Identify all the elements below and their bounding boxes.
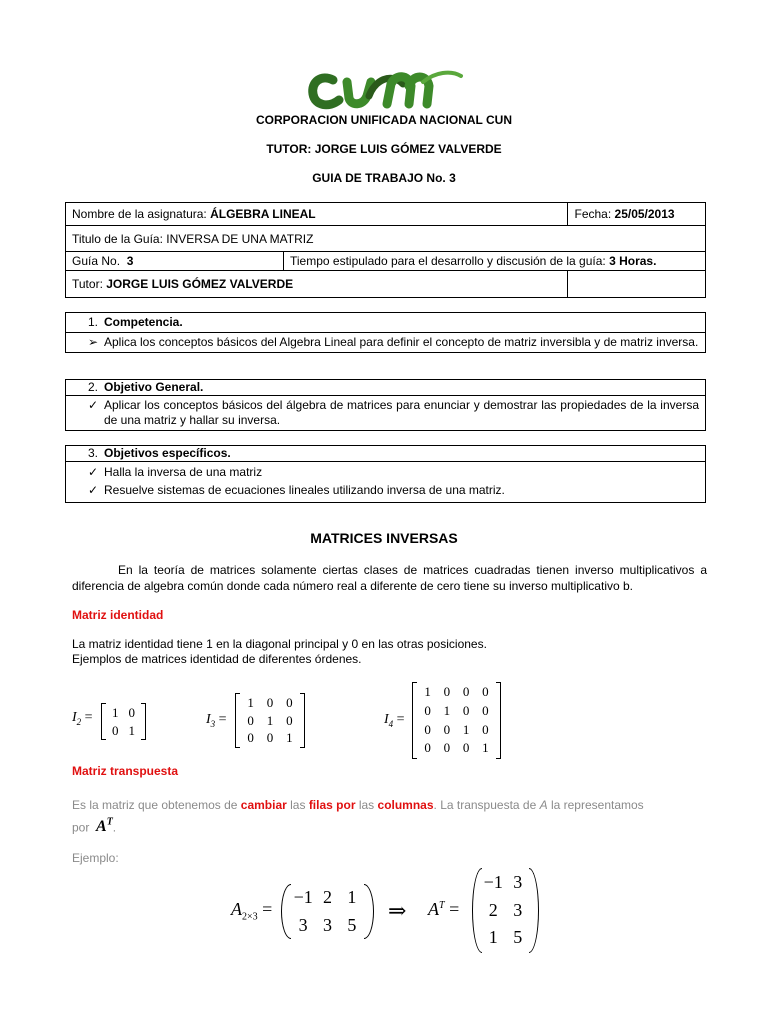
matrix-entry: 0 [443,721,451,737]
transpose-text-2: las [286,798,309,812]
i4-subscript: 4 [388,718,394,729]
matrix-entry: 3 [322,914,332,935]
transpose-text-6: por [72,820,90,835]
a-label: $A_{2\times 3}$ = [231,899,273,923]
competencia-box [65,312,706,353]
check-icon: ✓ [87,398,98,412]
guide-no-value: 3 [126,254,134,268]
date-label: Fecha: [574,207,615,221]
objetivo-general-box [65,379,706,431]
transpose-text-5: la representamos [547,798,644,812]
i2-matrix [101,703,146,740]
a-subscript: 2×3 [242,911,258,923]
matrix-entry: 1 [424,684,431,699]
transpose-text-1: Es la matriz que obtenemos de [72,798,241,812]
objetivos-especificos-number: 3. [87,446,98,460]
objetivo-general-title: Objetivo General. [104,380,204,394]
implies-arrow-icon: ⇒ [388,898,407,923]
transpose-text-3: las [355,798,378,812]
check-icon: ✓ [87,483,98,497]
matrix-entry: 0 [266,695,274,710]
a-matrix [281,884,374,939]
matrix-entry: 1 [128,722,135,738]
i2-subscript: 2 [76,716,82,727]
cun-logo [305,62,465,112]
transpose-heading: Matriz transpuesta [72,764,179,778]
identity-line-2: Ejemplos de matrices identidad de diferentes órdenes. [72,652,362,666]
matrix-entry: 2 [322,887,332,907]
matrix-entry: 0 [286,712,293,728]
guide-title: GUIA DE TRABAJO No. 3 [312,171,456,185]
at-matrix [472,868,539,953]
matrix-entry: 0 [424,740,431,756]
objetivos-especificos-list [66,462,705,502]
matrix-entry: 1 [286,730,293,746]
matrix-entry: 0 [482,684,489,699]
matrix-entry: 3 [298,914,308,935]
identity-heading: Matriz identidad [72,608,164,622]
guide-info-table [65,202,706,298]
i2-symbol: I [72,710,77,725]
matrix-entry: 2 [488,899,498,920]
matrix-entry: 1 [488,927,498,948]
intro-paragraph: En la teoría de matrices solamente ciertas clases de matrices cuadradas tienen inverso multiplicativos a diferencia de algebra común donde cada número real a diferente de cero tiene su inverso multiplicativo b. [72,563,707,593]
objetivo-general-number: 2. [87,380,98,394]
i3-label: $I_3$ = [206,712,227,729]
objetivo-especifico-text: Resuelve sistemas de ecuaciones lineales utilizando inversa de una matriz. [104,483,505,497]
at-label-superscript: T [439,900,445,911]
competencia-text: Aplica los conceptos básicos del Algebra Lineal para definir el concepto de matriz inversibla y de matriz inversa. [104,335,699,349]
i4-label: $I_4$ = [384,712,405,729]
date-cell [568,203,706,226]
tutor-heading: TUTOR: JORGE LUIS GÓMEZ VALVERDE [266,142,502,156]
identity-line-1: La matriz identidad tiene 1 en la diagonal principal y 0 en las otras posiciones. [72,637,487,651]
list-item [66,481,705,499]
matrix-entry: 1 [266,712,274,728]
matrix-entry: −1 [293,887,313,907]
objetivo-especifico-text: Halla la inversa de una matriz [104,465,263,479]
i3-symbol: I [206,712,211,727]
matrix-entry: 0 [482,702,489,718]
matrix-entry: 0 [247,730,254,746]
i3-matrix [235,693,305,748]
matrix-entry: 1 [462,721,470,737]
matrix-entry: 0 [128,705,135,720]
highlight-filas: filas por [308,798,356,812]
transpose-text-4: . La transpuesta de [433,798,540,812]
time-cell [284,252,706,271]
matrix-entry: 3 [513,872,523,892]
objetivos-especificos-title: Objetivos específicos. [104,446,231,460]
matrix-entry: 0 [482,721,489,737]
transpose-definition [72,797,712,836]
identity-text [72,637,487,667]
matrix-entry: 0 [462,740,470,756]
matrix-entry: 0 [443,740,451,756]
title-value: INVERSA DE UNA MATRIZ [166,231,314,246]
competencia-number: 1. [87,315,98,329]
at-label: $A^T$ = [428,899,460,919]
tutor-cell [66,271,568,298]
matrix-entry: 1 [347,887,357,907]
competencia-title: Competencia. [104,315,183,329]
tutor-value: JORGE LUIS GÓMEZ VALVERDE [106,277,294,291]
matrix-entry: 0 [424,721,431,737]
competencia-item [66,333,705,352]
guide-no-cell [66,252,284,271]
cun-logo-graphic [305,62,465,112]
matrix-entry: 0 [443,684,451,699]
empty-cell [568,271,706,298]
highlight-columnas: columnas [377,798,434,812]
date-value: 25/05/2013 [614,207,675,221]
matrix-entry: 0 [247,712,254,728]
arrow-bullet-icon: ➢ [87,335,98,349]
time-label: Tiempo estipulado para el desarrollo y discusión de la guía: [290,254,610,268]
matrix-entry: 5 [513,927,523,948]
objetivos-especificos-box [65,445,706,503]
matrix-entry: 0 [462,702,470,718]
matrix-entry: 1 [247,695,254,710]
i2-label: $I_2$ = [72,710,93,727]
matrix-entry: 0 [112,722,119,738]
title-cell [66,226,706,252]
list-item [66,463,705,481]
matrix-entry: 1 [443,702,451,718]
i3-subscript: 3 [210,718,216,729]
time-value: 3 Horas. [609,254,657,268]
section-title: MATRICES INVERSAS [310,530,458,546]
title-label: Titulo de la Guía: [72,231,167,246]
transpose-notation [96,818,113,835]
transpose-text-7: . [112,820,117,835]
check-icon: ✓ [87,465,98,479]
objetivo-general-text: Aplicar los conceptos básicos del álgebra de matrices para enunciar y demostrar las propiedades de la inversa de una matriz y hallar su inversa. [104,398,699,427]
objetivo-general-heading [66,380,705,396]
matrix-entry: 1 [112,705,119,720]
subject-value: ÁLGEBRA LINEAL [210,207,316,221]
matrix-entry: 3 [513,899,523,920]
objetivos-especificos-heading [66,446,705,462]
a-symbol: A [231,899,242,919]
guide-no-label: Guía No. [72,254,121,268]
subject-label: Nombre de la asignatura: [72,207,211,221]
matrix-entry: 0 [462,684,470,699]
matrix-entry: 0 [424,702,431,718]
at-superscript: T [106,817,113,828]
matrix-entry: 1 [482,740,489,756]
institution-name: CORPORACION UNIFICADA NACIONAL CUN [256,113,512,127]
matrix-entry: 0 [266,730,274,746]
at-label-symbol: A [428,899,439,919]
i4-matrix [412,682,501,759]
matrix-entry: 5 [347,914,357,935]
competencia-heading [66,313,705,333]
subject-cell [66,203,568,226]
i4-symbol: I [384,712,389,727]
highlight-cambiar: cambiar [240,798,287,812]
matrix-entry: 0 [286,695,293,710]
symbol-a: A [539,798,548,812]
at-symbol: A [96,818,107,836]
objetivo-general-item [66,396,705,430]
tutor-label: Tutor: [72,277,107,291]
matrix-entry: −1 [483,872,503,892]
example-label: Ejemplo: [72,851,119,865]
